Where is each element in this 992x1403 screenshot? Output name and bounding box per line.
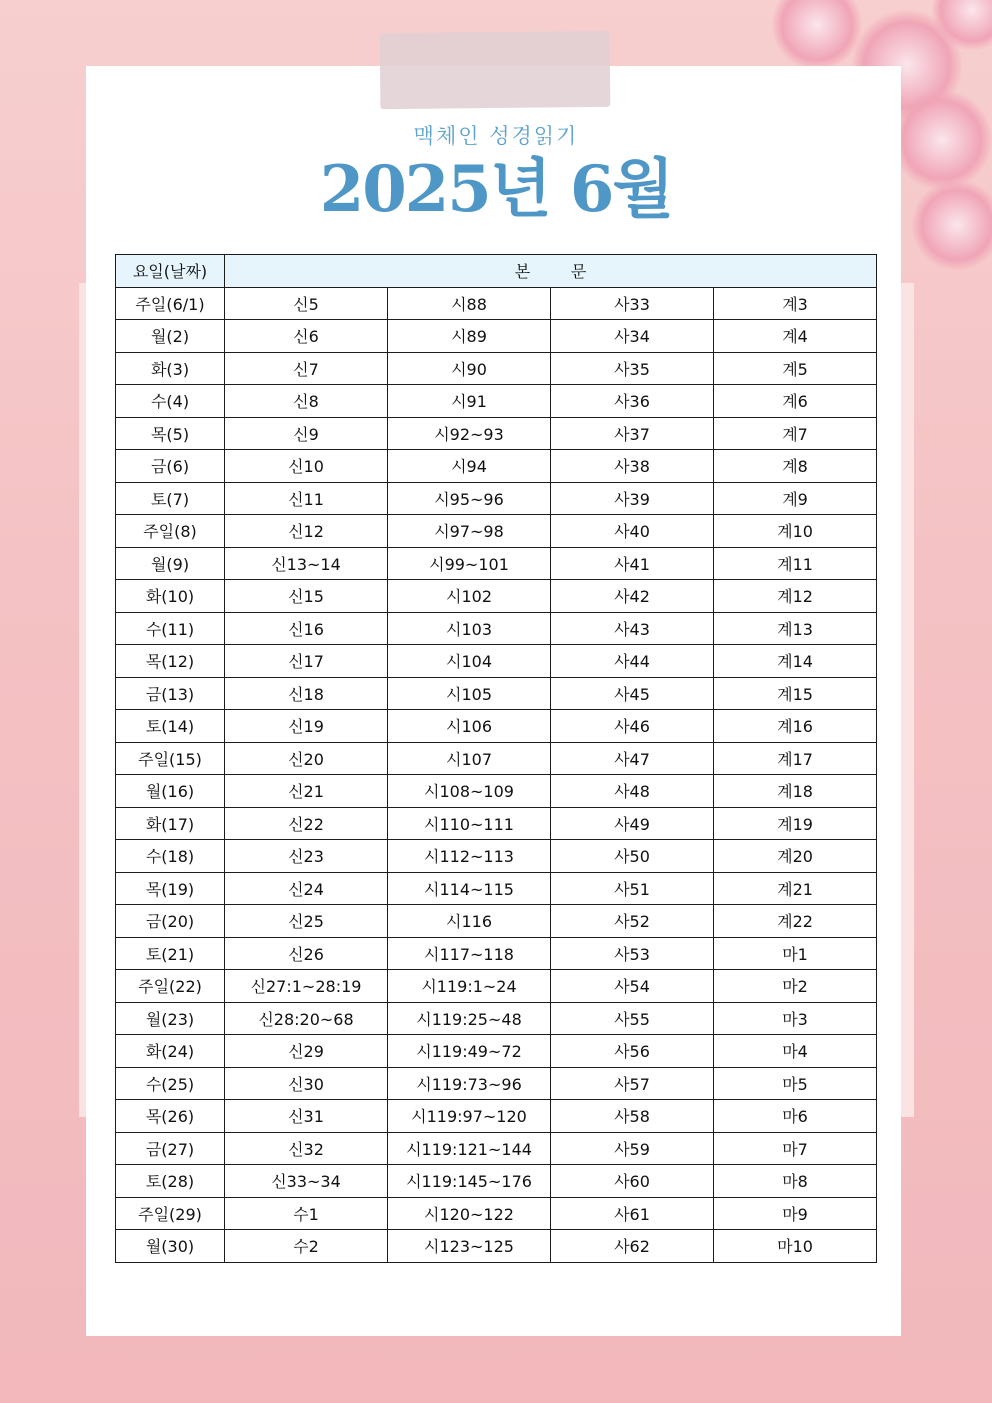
table-row bbox=[116, 872, 877, 905]
cell-reading: 신7 bbox=[225, 352, 388, 385]
cell-reading: 시119:49~72 bbox=[388, 1035, 551, 1068]
cell-reading: 사39 bbox=[551, 482, 714, 515]
cell-reading: 시116 bbox=[388, 905, 551, 938]
cell-reading: 신8 bbox=[225, 385, 388, 418]
cell-day: 주일(8) bbox=[116, 515, 225, 548]
subtitle: 맥체인 성경읽기 bbox=[413, 124, 579, 148]
cell-reading: 사35 bbox=[551, 352, 714, 385]
header-day: 요일(날짜) bbox=[116, 255, 225, 288]
cell-day: 수(4) bbox=[116, 385, 225, 418]
cell-reading: 계6 bbox=[714, 385, 877, 418]
table-row bbox=[116, 775, 877, 808]
cell-reading: 계22 bbox=[714, 905, 877, 938]
cell-reading: 사40 bbox=[551, 515, 714, 548]
table-row bbox=[116, 1067, 877, 1100]
cell-day: 주일(29) bbox=[116, 1197, 225, 1230]
table-row bbox=[116, 1230, 877, 1263]
table-row bbox=[116, 1165, 877, 1198]
cell-reading: 신22 bbox=[225, 807, 388, 840]
table-row bbox=[116, 807, 877, 840]
cell-reading: 시119:73~96 bbox=[388, 1067, 551, 1100]
cell-reading: 시114~115 bbox=[388, 872, 551, 905]
cell-reading: 계11 bbox=[714, 547, 877, 580]
cell-reading: 마9 bbox=[714, 1197, 877, 1230]
cell-reading: 마3 bbox=[714, 1002, 877, 1035]
cell-reading: 마7 bbox=[714, 1132, 877, 1165]
cell-reading: 사54 bbox=[551, 970, 714, 1003]
table-row bbox=[116, 287, 877, 320]
table-row bbox=[116, 385, 877, 418]
cell-reading: 시106 bbox=[388, 710, 551, 743]
cell-reading: 신20 bbox=[225, 742, 388, 775]
cell-reading: 신28:20~68 bbox=[225, 1002, 388, 1035]
table-row bbox=[116, 905, 877, 938]
cell-reading: 계5 bbox=[714, 352, 877, 385]
cell-reading: 신5 bbox=[225, 287, 388, 320]
cell-reading: 계9 bbox=[714, 482, 877, 515]
cell-reading: 계7 bbox=[714, 417, 877, 450]
cell-reading: 사37 bbox=[551, 417, 714, 450]
cell-day: 금(6) bbox=[116, 450, 225, 483]
cell-reading: 신16 bbox=[225, 612, 388, 645]
cell-reading: 계10 bbox=[714, 515, 877, 548]
table-row bbox=[116, 1100, 877, 1133]
table-row bbox=[116, 547, 877, 580]
cell-reading: 사58 bbox=[551, 1100, 714, 1133]
cell-reading: 시108~109 bbox=[388, 775, 551, 808]
cell-reading: 사38 bbox=[551, 450, 714, 483]
cell-reading: 마4 bbox=[714, 1035, 877, 1068]
cell-reading: 신13~14 bbox=[225, 547, 388, 580]
table-row bbox=[116, 515, 877, 548]
table-row bbox=[116, 1197, 877, 1230]
cell-reading: 사41 bbox=[551, 547, 714, 580]
cell-reading: 계16 bbox=[714, 710, 877, 743]
cell-reading: 시104 bbox=[388, 645, 551, 678]
cell-reading: 시103 bbox=[388, 612, 551, 645]
table-row bbox=[116, 450, 877, 483]
cell-reading: 마6 bbox=[714, 1100, 877, 1133]
cell-reading: 시119:1~24 bbox=[388, 970, 551, 1003]
cell-day: 금(13) bbox=[116, 677, 225, 710]
cell-reading: 신33~34 bbox=[225, 1165, 388, 1198]
table-row bbox=[116, 352, 877, 385]
cell-reading: 사51 bbox=[551, 872, 714, 905]
cell-reading: 사48 bbox=[551, 775, 714, 808]
cell-day: 토(7) bbox=[116, 482, 225, 515]
table-row bbox=[116, 1035, 877, 1068]
cell-reading: 수2 bbox=[225, 1230, 388, 1263]
cell-reading: 시89 bbox=[388, 320, 551, 353]
cell-reading: 시119:97~120 bbox=[388, 1100, 551, 1133]
cell-reading: 사61 bbox=[551, 1197, 714, 1230]
cell-reading: 계18 bbox=[714, 775, 877, 808]
table-row bbox=[116, 970, 877, 1003]
cell-reading: 시110~111 bbox=[388, 807, 551, 840]
cell-reading: 신6 bbox=[225, 320, 388, 353]
cell-reading: 사42 bbox=[551, 580, 714, 613]
cell-reading: 사53 bbox=[551, 937, 714, 970]
cell-reading: 계3 bbox=[714, 287, 877, 320]
cell-reading: 수1 bbox=[225, 1197, 388, 1230]
cell-reading: 계19 bbox=[714, 807, 877, 840]
cell-reading: 사57 bbox=[551, 1067, 714, 1100]
table-row bbox=[116, 1002, 877, 1035]
cell-reading: 신18 bbox=[225, 677, 388, 710]
table-row bbox=[116, 840, 877, 873]
cell-day: 주일(22) bbox=[116, 970, 225, 1003]
cell-reading: 계21 bbox=[714, 872, 877, 905]
table-row bbox=[116, 742, 877, 775]
cell-reading: 시91 bbox=[388, 385, 551, 418]
cell-reading: 신19 bbox=[225, 710, 388, 743]
cell-reading: 시92~93 bbox=[388, 417, 551, 450]
cell-reading: 사56 bbox=[551, 1035, 714, 1068]
cell-reading: 사62 bbox=[551, 1230, 714, 1263]
cell-reading: 시119:25~48 bbox=[388, 1002, 551, 1035]
page-title: 2025년 6월 bbox=[319, 152, 673, 227]
cell-reading: 계8 bbox=[714, 450, 877, 483]
reading-plan-table bbox=[115, 254, 877, 1263]
cell-reading: 사36 bbox=[551, 385, 714, 418]
cell-reading: 시119:145~176 bbox=[388, 1165, 551, 1198]
cell-reading: 사52 bbox=[551, 905, 714, 938]
cell-reading: 시102 bbox=[388, 580, 551, 613]
table-header-row bbox=[116, 255, 877, 288]
cell-reading: 계17 bbox=[714, 742, 877, 775]
cell-reading: 시99~101 bbox=[388, 547, 551, 580]
cell-reading: 시112~113 bbox=[388, 840, 551, 873]
table-row bbox=[116, 677, 877, 710]
cell-reading: 신30 bbox=[225, 1067, 388, 1100]
cell-reading: 시120~122 bbox=[388, 1197, 551, 1230]
cell-reading: 계4 bbox=[714, 320, 877, 353]
cell-reading: 신21 bbox=[225, 775, 388, 808]
cell-reading: 신31 bbox=[225, 1100, 388, 1133]
cell-day: 화(17) bbox=[116, 807, 225, 840]
cell-day: 월(9) bbox=[116, 547, 225, 580]
cell-reading: 계20 bbox=[714, 840, 877, 873]
cell-reading: 사59 bbox=[551, 1132, 714, 1165]
cell-day: 금(20) bbox=[116, 905, 225, 938]
cell-reading: 마8 bbox=[714, 1165, 877, 1198]
cell-reading: 신9 bbox=[225, 417, 388, 450]
cell-day: 토(28) bbox=[116, 1165, 225, 1198]
cell-reading: 시123~125 bbox=[388, 1230, 551, 1263]
cell-reading: 시88 bbox=[388, 287, 551, 320]
cell-day: 화(24) bbox=[116, 1035, 225, 1068]
cell-day: 주일(15) bbox=[116, 742, 225, 775]
table-row bbox=[116, 417, 877, 450]
cell-reading: 계15 bbox=[714, 677, 877, 710]
cell-reading: 사44 bbox=[551, 645, 714, 678]
inner-panel-edge-right bbox=[899, 283, 914, 1117]
cell-reading: 사43 bbox=[551, 612, 714, 645]
cell-reading: 계12 bbox=[714, 580, 877, 613]
cell-day: 수(18) bbox=[116, 840, 225, 873]
cell-reading: 시117~118 bbox=[388, 937, 551, 970]
table-row bbox=[116, 320, 877, 353]
cell-reading: 마1 bbox=[714, 937, 877, 970]
cell-reading: 신17 bbox=[225, 645, 388, 678]
cell-day: 화(10) bbox=[116, 580, 225, 613]
table-row bbox=[116, 482, 877, 515]
cell-reading: 신27:1~28:19 bbox=[225, 970, 388, 1003]
cell-day: 목(12) bbox=[116, 645, 225, 678]
cell-reading: 계13 bbox=[714, 612, 877, 645]
cell-day: 화(3) bbox=[116, 352, 225, 385]
cell-day: 수(11) bbox=[116, 612, 225, 645]
cell-reading: 신32 bbox=[225, 1132, 388, 1165]
cell-reading: 마5 bbox=[714, 1067, 877, 1100]
cell-day: 토(21) bbox=[116, 937, 225, 970]
cell-reading: 신23 bbox=[225, 840, 388, 873]
table-row bbox=[116, 645, 877, 678]
cell-reading: 신11 bbox=[225, 482, 388, 515]
cell-day: 금(27) bbox=[116, 1132, 225, 1165]
cell-reading: 사33 bbox=[551, 287, 714, 320]
cell-reading: 시119:121~144 bbox=[388, 1132, 551, 1165]
cell-reading: 사34 bbox=[551, 320, 714, 353]
table-row bbox=[116, 580, 877, 613]
cell-reading: 신26 bbox=[225, 937, 388, 970]
cell-day: 목(19) bbox=[116, 872, 225, 905]
cell-day: 월(23) bbox=[116, 1002, 225, 1035]
table-row bbox=[116, 937, 877, 970]
cell-reading: 신10 bbox=[225, 450, 388, 483]
cell-reading: 사46 bbox=[551, 710, 714, 743]
cell-day: 월(16) bbox=[116, 775, 225, 808]
cell-day: 주일(6/1) bbox=[116, 287, 225, 320]
cell-reading: 시107 bbox=[388, 742, 551, 775]
cell-reading: 사55 bbox=[551, 1002, 714, 1035]
table-row bbox=[116, 710, 877, 743]
cell-reading: 시94 bbox=[388, 450, 551, 483]
cell-reading: 시105 bbox=[388, 677, 551, 710]
cell-day: 월(30) bbox=[116, 1230, 225, 1263]
cell-reading: 사50 bbox=[551, 840, 714, 873]
cell-reading: 신29 bbox=[225, 1035, 388, 1068]
cell-reading: 신25 bbox=[225, 905, 388, 938]
cell-reading: 사47 bbox=[551, 742, 714, 775]
cell-reading: 마10 bbox=[714, 1230, 877, 1263]
cell-reading: 신24 bbox=[225, 872, 388, 905]
header-text: 본 문 bbox=[225, 255, 877, 288]
tape-decoration bbox=[380, 31, 611, 109]
cell-reading: 시97~98 bbox=[388, 515, 551, 548]
cell-day: 토(14) bbox=[116, 710, 225, 743]
cell-reading: 사45 bbox=[551, 677, 714, 710]
cell-reading: 사60 bbox=[551, 1165, 714, 1198]
cell-day: 수(25) bbox=[116, 1067, 225, 1100]
cell-reading: 사49 bbox=[551, 807, 714, 840]
cell-reading: 마2 bbox=[714, 970, 877, 1003]
cell-day: 목(5) bbox=[116, 417, 225, 450]
cell-reading: 신15 bbox=[225, 580, 388, 613]
cell-day: 월(2) bbox=[116, 320, 225, 353]
cell-reading: 시95~96 bbox=[388, 482, 551, 515]
cell-reading: 시90 bbox=[388, 352, 551, 385]
cell-day: 목(26) bbox=[116, 1100, 225, 1133]
cell-reading: 신12 bbox=[225, 515, 388, 548]
table-row bbox=[116, 1132, 877, 1165]
table-row bbox=[116, 612, 877, 645]
cell-reading: 계14 bbox=[714, 645, 877, 678]
